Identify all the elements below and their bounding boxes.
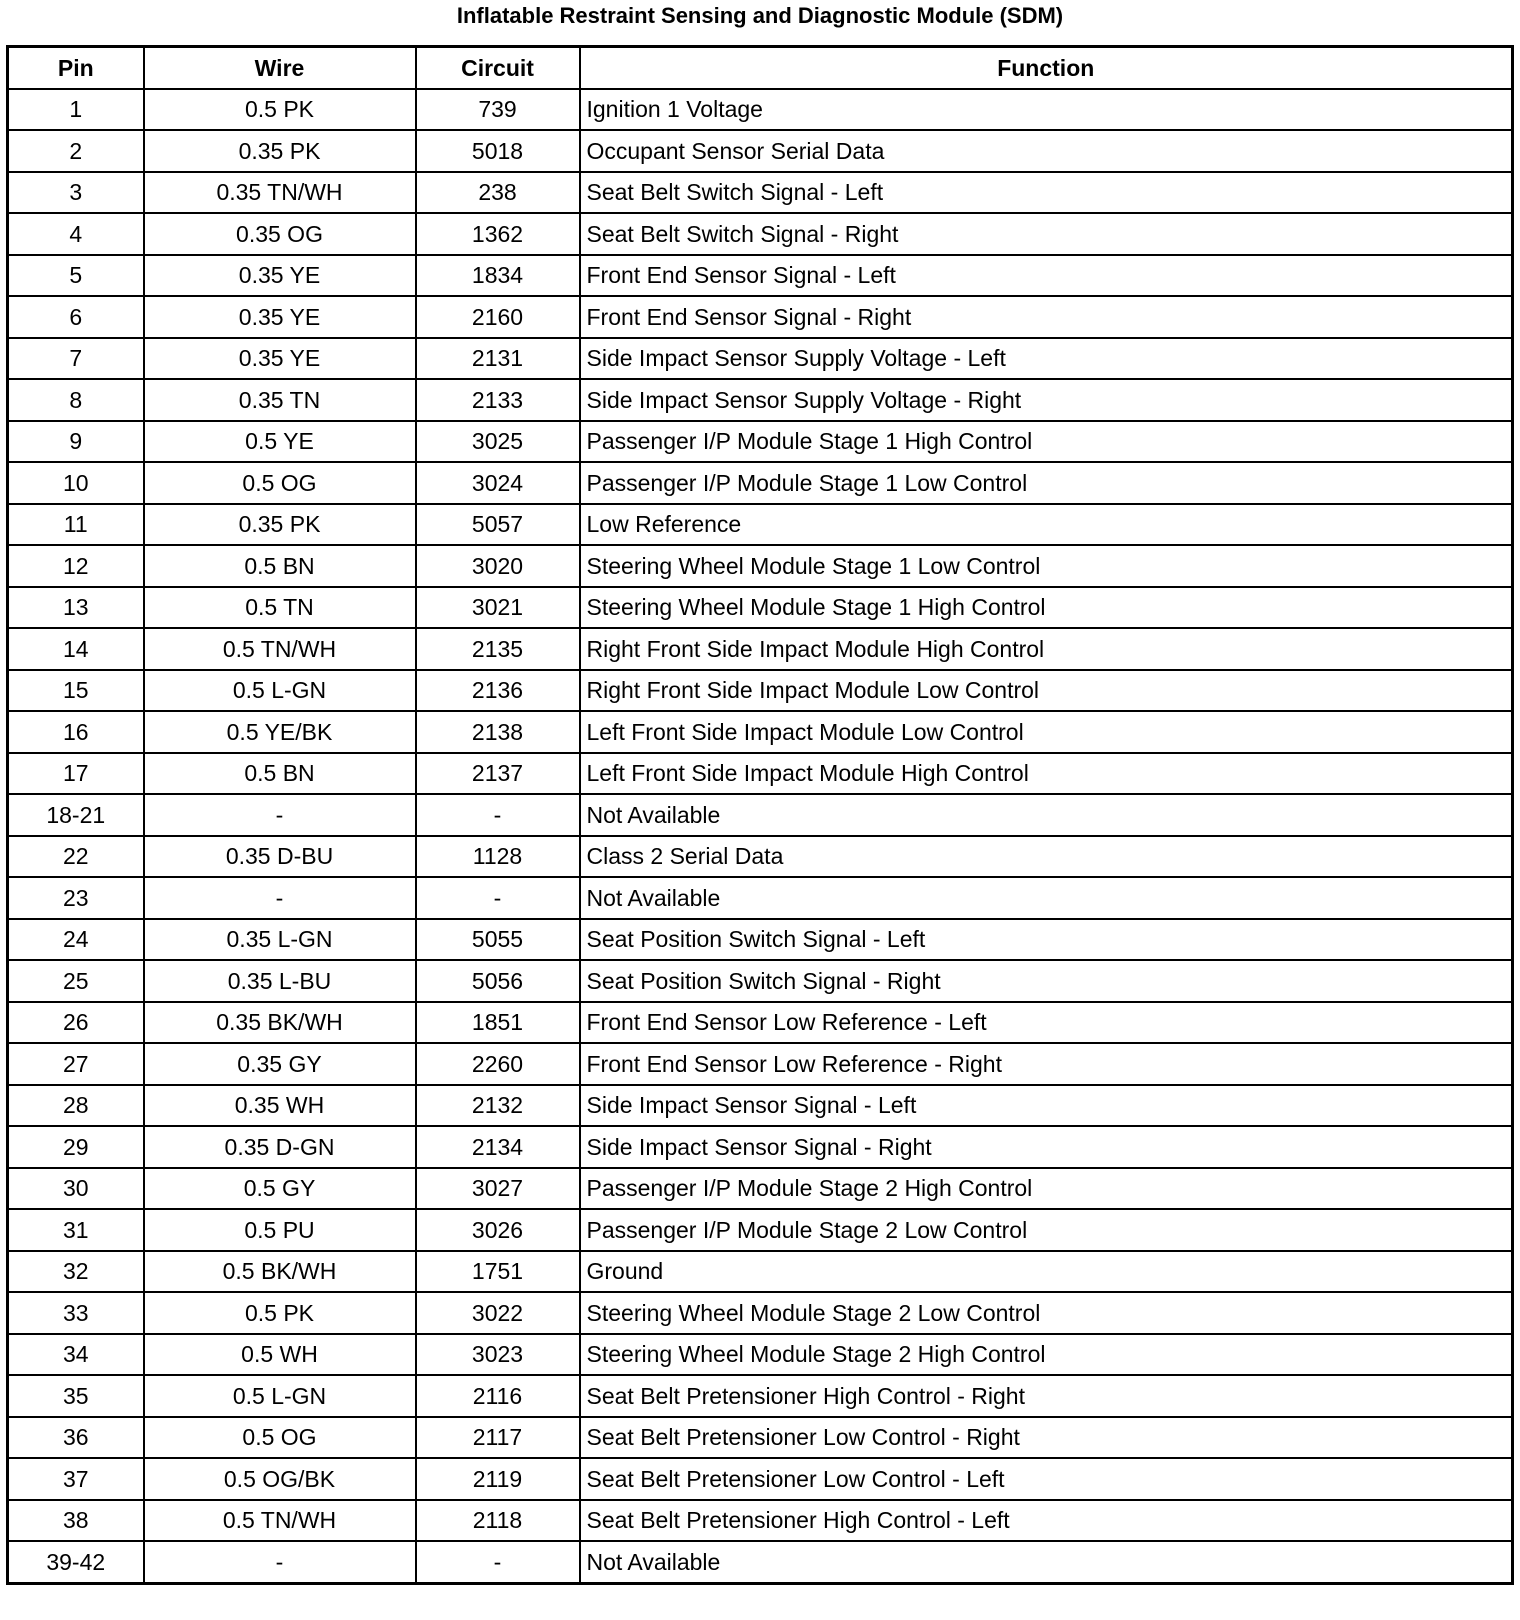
circuit-cell: 2132 (416, 1085, 580, 1127)
pin-cell: 29 (8, 1126, 144, 1168)
table-row (8, 1002, 1513, 1044)
pin-cell: 3 (8, 172, 144, 214)
pin-cell: 2 (8, 130, 144, 172)
pin-cell: 26 (8, 1002, 144, 1044)
circuit-cell: 1362 (416, 213, 580, 255)
pin-cell: 30 (8, 1168, 144, 1210)
table-row (8, 130, 1513, 172)
table-row (8, 255, 1513, 297)
circuit-cell: 3021 (416, 587, 580, 629)
wire-cell: 0.5 OG/BK (144, 1458, 416, 1500)
pin-cell: 12 (8, 545, 144, 587)
table-row (8, 1417, 1513, 1459)
wire-cell: 0.35 L-BU (144, 960, 416, 1002)
circuit-cell: 3023 (416, 1334, 580, 1376)
pin-cell: 36 (8, 1417, 144, 1459)
circuit-cell: 2160 (416, 296, 580, 338)
wire-cell: 0.35 D-GN (144, 1126, 416, 1168)
wire-cell: 0.5 PU (144, 1209, 416, 1251)
wire-cell: 0.5 L-GN (144, 670, 416, 712)
function-cell: Seat Belt Switch Signal - Left (580, 172, 1513, 214)
header-pin: Pin (8, 47, 144, 89)
pin-cell: 37 (8, 1458, 144, 1500)
table-row (8, 338, 1513, 380)
table-row (8, 836, 1513, 878)
function-cell: Steering Wheel Module Stage 1 High Control (580, 587, 1513, 629)
wire-cell: 0.5 YE/BK (144, 711, 416, 753)
circuit-cell: 238 (416, 172, 580, 214)
pin-cell: 16 (8, 711, 144, 753)
wire-cell: 0.35 WH (144, 1085, 416, 1127)
table-row (8, 379, 1513, 421)
circuit-cell: 739 (416, 89, 580, 131)
function-cell: Seat Belt Switch Signal - Right (580, 213, 1513, 255)
table-row (8, 504, 1513, 546)
wire-cell: 0.5 BN (144, 753, 416, 795)
circuit-cell: - (416, 877, 580, 919)
pin-cell: 31 (8, 1209, 144, 1251)
function-cell: Seat Belt Pretensioner Low Control - Right (580, 1417, 1513, 1459)
table-row (8, 1375, 1513, 1417)
table-row (8, 462, 1513, 504)
table-row (8, 1209, 1513, 1251)
function-cell: Not Available (580, 794, 1513, 836)
table-row (8, 877, 1513, 919)
circuit-cell: 2136 (416, 670, 580, 712)
function-cell: Seat Position Switch Signal - Left (580, 919, 1513, 961)
wire-cell: 0.35 GY (144, 1043, 416, 1085)
function-cell: Steering Wheel Module Stage 1 Low Control (580, 545, 1513, 587)
circuit-cell: 5057 (416, 504, 580, 546)
wire-cell: 0.35 YE (144, 338, 416, 380)
circuit-cell: 2119 (416, 1458, 580, 1500)
function-cell: Not Available (580, 1541, 1513, 1583)
function-cell: Side Impact Sensor Supply Voltage - Left (580, 338, 1513, 380)
circuit-cell: 5056 (416, 960, 580, 1002)
function-cell: Steering Wheel Module Stage 2 High Control (580, 1334, 1513, 1376)
circuit-cell: - (416, 1541, 580, 1583)
pin-cell: 5 (8, 255, 144, 297)
function-cell: Ground (580, 1251, 1513, 1293)
table-row (8, 1168, 1513, 1210)
wire-cell: - (144, 1541, 416, 1583)
wire-cell: 0.5 PK (144, 89, 416, 131)
wire-cell: 0.5 OG (144, 462, 416, 504)
function-cell: Not Available (580, 877, 1513, 919)
pin-cell: 39-42 (8, 1541, 144, 1583)
table-row (8, 1541, 1513, 1583)
circuit-cell: 2131 (416, 338, 580, 380)
function-cell: Seat Belt Pretensioner High Control - Right (580, 1375, 1513, 1417)
function-cell: Right Front Side Impact Module Low Control (580, 670, 1513, 712)
table-row (8, 89, 1513, 131)
table-row (8, 1126, 1513, 1168)
pin-cell: 7 (8, 338, 144, 380)
page-title: Inflatable Restraint Sensing and Diagnostic Module (SDM) (456, 3, 1064, 28)
circuit-cell: 5055 (416, 919, 580, 961)
table-row (8, 213, 1513, 255)
circuit-cell: 2117 (416, 1417, 580, 1459)
function-cell: Side Impact Sensor Supply Voltage - Right (580, 379, 1513, 421)
pin-cell: 11 (8, 504, 144, 546)
circuit-cell: 2118 (416, 1500, 580, 1542)
table-row (8, 1500, 1513, 1542)
circuit-cell: 3024 (416, 462, 580, 504)
pin-cell: 10 (8, 462, 144, 504)
circuit-cell: 2137 (416, 753, 580, 795)
function-cell: Passenger I/P Module Stage 1 High Control (580, 421, 1513, 463)
wire-cell: - (144, 877, 416, 919)
wire-cell: 0.35 TN/WH (144, 172, 416, 214)
header-circuit: Circuit (416, 47, 580, 89)
function-cell: Class 2 Serial Data (580, 836, 1513, 878)
function-cell: Passenger I/P Module Stage 2 High Control (580, 1168, 1513, 1210)
wire-cell: 0.35 TN (144, 379, 416, 421)
pin-cell: 35 (8, 1375, 144, 1417)
function-cell: Side Impact Sensor Signal - Right (580, 1126, 1513, 1168)
function-cell: Low Reference (580, 504, 1513, 546)
pin-cell: 25 (8, 960, 144, 1002)
table-row (8, 1334, 1513, 1376)
table-row (8, 1292, 1513, 1334)
pin-cell: 32 (8, 1251, 144, 1293)
function-cell: Seat Position Switch Signal - Right (580, 960, 1513, 1002)
function-cell: Ignition 1 Voltage (580, 89, 1513, 131)
table-row (8, 753, 1513, 795)
table-row (8, 296, 1513, 338)
pin-cell: 33 (8, 1292, 144, 1334)
pin-cell: 23 (8, 877, 144, 919)
wire-cell: 0.35 YE (144, 296, 416, 338)
function-cell: Right Front Side Impact Module High Control (580, 628, 1513, 670)
pin-cell: 34 (8, 1334, 144, 1376)
table-row (8, 711, 1513, 753)
function-cell: Occupant Sensor Serial Data (580, 130, 1513, 172)
circuit-cell: 3025 (416, 421, 580, 463)
wire-cell: 0.5 BN (144, 545, 416, 587)
wire-cell: 0.35 D-BU (144, 836, 416, 878)
table-row (8, 794, 1513, 836)
table-row (8, 421, 1513, 463)
function-cell: Front End Sensor Signal - Right (580, 296, 1513, 338)
circuit-cell: 3020 (416, 545, 580, 587)
table-row (8, 670, 1513, 712)
circuit-cell: 3022 (416, 1292, 580, 1334)
pin-cell: 24 (8, 919, 144, 961)
pin-cell: 38 (8, 1500, 144, 1542)
circuit-cell: 1834 (416, 255, 580, 297)
table-row (8, 545, 1513, 587)
circuit-cell: 1128 (416, 836, 580, 878)
function-cell: Front End Sensor Low Reference - Right (580, 1043, 1513, 1085)
wire-cell: 0.5 TN/WH (144, 1500, 416, 1542)
header-wire: Wire (144, 47, 416, 89)
table-body (8, 89, 1513, 1584)
wire-cell: 0.35 BK/WH (144, 1002, 416, 1044)
pin-cell: 13 (8, 587, 144, 629)
pin-cell: 14 (8, 628, 144, 670)
wire-cell: 0.35 PK (144, 130, 416, 172)
table-row (8, 919, 1513, 961)
circuit-cell: 1751 (416, 1251, 580, 1293)
pin-cell: 27 (8, 1043, 144, 1085)
header-row (8, 47, 1513, 89)
wire-cell: - (144, 794, 416, 836)
wire-cell: 0.5 L-GN (144, 1375, 416, 1417)
table-row (8, 1458, 1513, 1500)
circuit-cell: - (416, 794, 580, 836)
circuit-cell: 5018 (416, 130, 580, 172)
table-row (8, 587, 1513, 629)
pin-cell: 22 (8, 836, 144, 878)
pin-cell: 1 (8, 89, 144, 131)
function-cell: Front End Sensor Low Reference - Left (580, 1002, 1513, 1044)
wire-cell: 0.35 L-GN (144, 919, 416, 961)
circuit-cell: 2134 (416, 1126, 580, 1168)
wire-cell: 0.5 PK (144, 1292, 416, 1334)
wire-cell: 0.5 TN/WH (144, 628, 416, 670)
function-cell: Passenger I/P Module Stage 2 Low Control (580, 1209, 1513, 1251)
wire-cell: 0.5 GY (144, 1168, 416, 1210)
circuit-cell: 2135 (416, 628, 580, 670)
function-cell: Side Impact Sensor Signal - Left (580, 1085, 1513, 1127)
circuit-cell: 2116 (416, 1375, 580, 1417)
function-cell: Seat Belt Pretensioner Low Control - Left (580, 1458, 1513, 1500)
function-cell: Seat Belt Pretensioner High Control - Left (580, 1500, 1513, 1542)
function-cell: Front End Sensor Signal - Left (580, 255, 1513, 297)
wire-cell: 0.35 PK (144, 504, 416, 546)
table-row (8, 628, 1513, 670)
wire-cell: 0.35 OG (144, 213, 416, 255)
header-function: Function (580, 47, 1513, 89)
function-cell: Left Front Side Impact Module High Control (580, 753, 1513, 795)
function-cell: Passenger I/P Module Stage 1 Low Control (580, 462, 1513, 504)
wire-cell: 0.5 BK/WH (144, 1251, 416, 1293)
circuit-cell: 3027 (416, 1168, 580, 1210)
circuit-cell: 2138 (416, 711, 580, 753)
pin-cell: 15 (8, 670, 144, 712)
table-row (8, 1043, 1513, 1085)
wire-cell: 0.5 OG (144, 1417, 416, 1459)
wire-cell: 0.35 YE (144, 255, 416, 297)
wire-cell: 0.5 YE (144, 421, 416, 463)
pin-cell: 9 (8, 421, 144, 463)
function-cell: Left Front Side Impact Module Low Control (580, 711, 1513, 753)
pin-cell: 8 (8, 379, 144, 421)
table-row (8, 960, 1513, 1002)
pin-cell: 4 (8, 213, 144, 255)
circuit-cell: 2260 (416, 1043, 580, 1085)
table-row (8, 1251, 1513, 1293)
circuit-cell: 1851 (416, 1002, 580, 1044)
pin-cell: 6 (8, 296, 144, 338)
circuit-cell: 2133 (416, 379, 580, 421)
function-cell: Steering Wheel Module Stage 2 Low Control (580, 1292, 1513, 1334)
wire-cell: 0.5 TN (144, 587, 416, 629)
pin-cell: 28 (8, 1085, 144, 1127)
pin-cell: 17 (8, 753, 144, 795)
wire-cell: 0.5 WH (144, 1334, 416, 1376)
table-row (8, 1085, 1513, 1127)
table-row (8, 172, 1513, 214)
pin-cell: 18-21 (8, 794, 144, 836)
table-header (8, 47, 1513, 89)
pinout-table (6, 45, 1514, 1585)
circuit-cell: 3026 (416, 1209, 580, 1251)
